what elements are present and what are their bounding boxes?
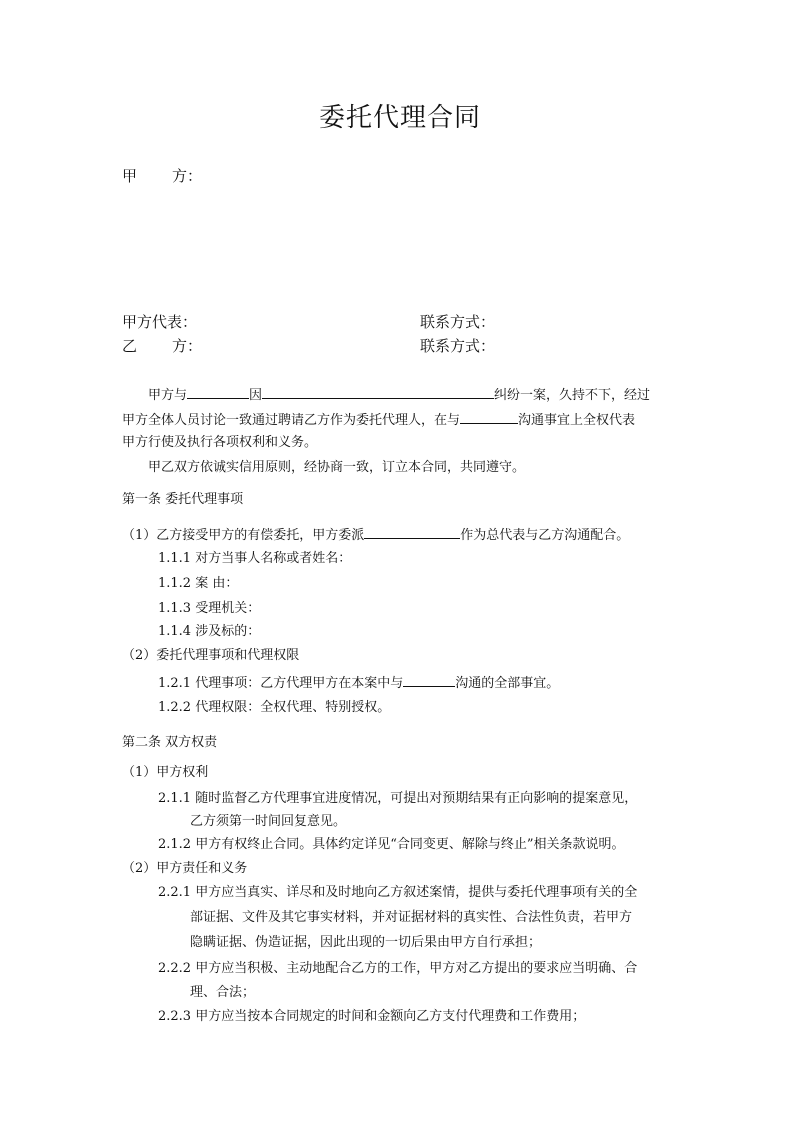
article-2-heading: 第二条 双方权责 [122,735,218,750]
intro-paragraph-line-3: 甲方行使及执行各项权利和义务。 [122,435,318,450]
clause-2-2-2-line-2: 理、合法； [190,985,256,1000]
clause-text: 1.2.1 代理事项：乙方代理甲方在本案中与 [158,676,404,691]
clause-2-1-1-line-2: 乙方须第一时间回复意见。 [190,814,347,829]
intro-text: 甲方与 [148,388,188,403]
clause-2-2-1-line-3: 隐瞒证据、伪造证据，因此出现的一切后果由甲方自行承担； [190,935,542,950]
party-a-contact-label: 联系方式： [420,313,496,331]
clause-1-1-2: 1.1.2 案 由： [158,576,239,591]
clause-2-1-1-line-1: 2.1.1 随时监督乙方代理事宜进度情况，可提出对预期结果有正向影响的提案意见， [158,791,638,806]
blank-field [460,409,518,424]
blank-field [403,672,455,687]
clause-text: 沟通的全部事宜。 [455,676,560,691]
article-2-item-2: （2）甲方责任和义务 [122,861,248,876]
clause-2-2-1-line-2: 部证据、文件及其它事实材料，并对证据材料的真实性、合法性负责，若甲方 [190,910,633,925]
article-1-heading: 第一条 委托代理事项 [122,492,244,507]
document-title: 委托代理合同 [318,103,481,133]
clause-1-1-4: 1.1.4 涉及标的： [158,624,261,639]
blank-field [262,384,494,399]
clause-1-1-1: 1.1.1 对方当事人名称或者姓名： [158,551,352,566]
clause-text: 作为总代表与乙方沟通配合。 [460,528,630,543]
blank-field [187,384,249,399]
party-b-contact-label: 联系方式： [420,337,496,355]
clause-text: （1）乙方接受甲方的有偿委托，甲方委派 [122,528,365,543]
clause-2-1-2: 2.1.2 甲方有权终止合同。具体约定详见“合同变更、解除与终止”相关条款说明。 [158,837,625,852]
intro-text: 纠纷一案，久持不下，经过 [494,388,651,403]
clause-2-2-2-line-1: 2.2.2 甲方应当积极、主动地配合乙方的工作，甲方对乙方提出的要求应当明确、合 [158,961,638,976]
article-1-item-1 [122,524,629,545]
intro-text: 因 [249,388,263,403]
clause-1-1-3: 1.1.3 受理机关： [158,601,261,616]
party-a-representative-label: 甲方代表： [122,313,198,331]
blank-field [364,524,460,539]
clause-2-2-1-line-1: 2.2.1 甲方应当真实、详尽和及时地向乙方叙述案情，提供与委托代理事项有关的全 [158,885,638,900]
clause-2-2-3: 2.2.3 甲方应当按本合同规定的时间和金额向乙方支付代理费和工作费用； [158,1009,586,1024]
party-b-label-suffix: 方： [172,337,203,355]
party-a-label-suffix: 方： [172,167,203,185]
intro-paragraph-2: 甲乙双方依诚实信用原则，经协商一致，订立本合同，共同遵守。 [148,460,526,475]
intro-paragraph-line-1 [148,384,650,405]
party-b-label-char: 乙 [122,337,138,355]
intro-paragraph-line-2 [122,409,635,430]
clause-1-2-2: 1.2.2 代理权限：全权代理、特别授权。 [158,700,391,715]
intro-text: 甲方全体人员讨论一致通过聘请乙方作为委托代理人，在与 [122,413,461,428]
clause-1-2-1 [158,672,559,693]
article-2-item-1: （1）甲方权利 [122,765,209,780]
article-1-item-2: （2）委托代理事项和代理权限 [122,648,300,663]
party-a-label-char: 甲 [122,167,138,185]
intro-text: 沟通事宜上全权代表 [518,413,636,428]
